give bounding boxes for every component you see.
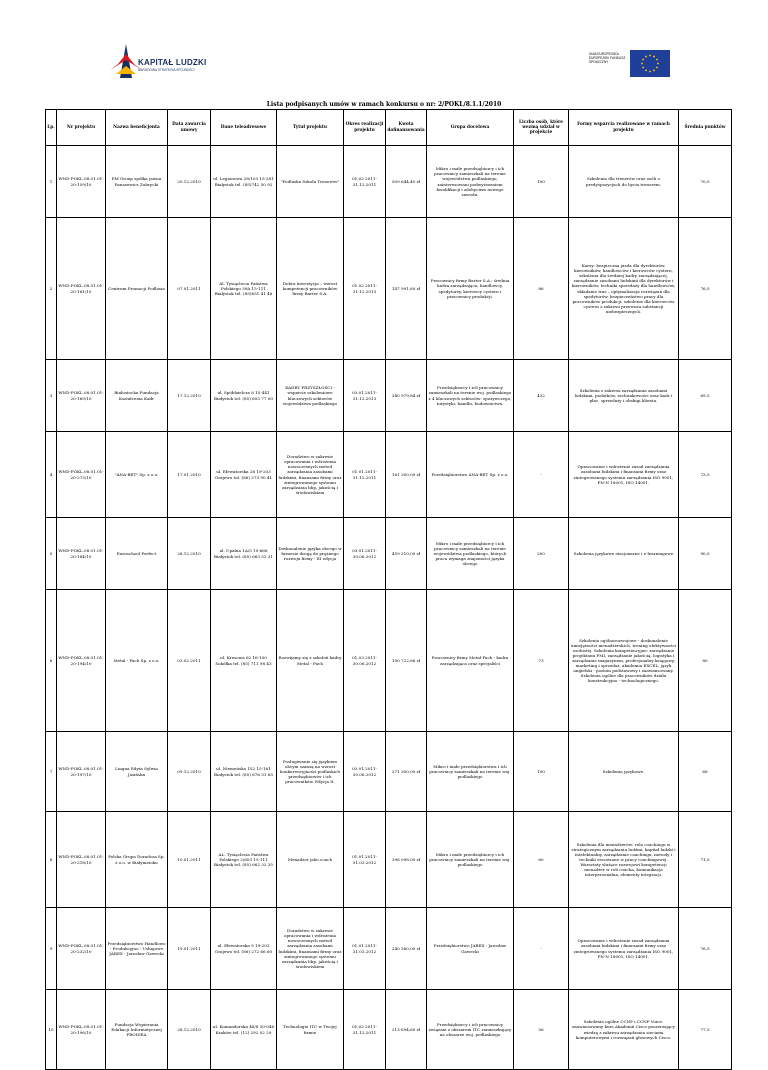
contact-details-cell: ul. Niemeńska 152 15-161 Białystok tel. (85) 676 31 65 bbox=[211, 732, 277, 812]
eu-star-icon bbox=[656, 67, 658, 69]
project-number-cell: WND-POKL.08.01.01-20-197/10 bbox=[57, 732, 106, 812]
funding-amount-cell: 396 098,00 zł bbox=[386, 812, 427, 908]
average-score-cell: 77,5 bbox=[679, 990, 732, 1070]
column-header: Liczba osób, które wezmą udział w projekcie bbox=[514, 110, 569, 146]
support-forms-cell: Szkolenia ogólne CCNP i CCNP Voice: zaawansowany kurs Akademii Cisco poszerzający wiedzę z zakresu zarządzania sieciami komputerowymi i rozwiązań głosowych Cisco. bbox=[569, 990, 679, 1070]
eu-star-icon bbox=[645, 56, 647, 58]
project-title-cell: Menadżer jako coach bbox=[277, 812, 344, 908]
eu-star-icon bbox=[641, 63, 643, 65]
target-group-cell: Przedsiębiorcy i ich pracownicy związani z obszarem ITC zamieszkujący na obszarze woj. podlaskiego bbox=[427, 990, 514, 1070]
contract-date-cell: 03.02.2011 bbox=[168, 590, 211, 732]
participant-count-cell: 200 bbox=[514, 518, 569, 590]
contract-date-cell: 10.01.2011 bbox=[168, 812, 211, 908]
column-header: Tytuł projektu bbox=[277, 110, 344, 146]
implementation-period-cell: 01.01.2011-31.03.2012 bbox=[344, 812, 386, 908]
implementation-period-cell: 01.03.2011-30.06.2012 bbox=[344, 590, 386, 732]
kapital-ludzki-subtitle: NARODOWA STRATEGIA SPÓJNOŚCI bbox=[138, 68, 195, 72]
eu-flag-icon bbox=[630, 50, 670, 77]
kapital-ludzki-title: KAPITAŁ LUDZKI bbox=[138, 58, 207, 67]
column-header: Nr projektu bbox=[57, 110, 106, 146]
implementation-period-cell: 01.02.2011-31.12.2011 bbox=[344, 990, 386, 1070]
page-header bbox=[0, 38, 768, 93]
participant-count-cell: 56 bbox=[514, 990, 569, 1070]
contact-details-cell: ul. Kresowa 62 16-100 Sokółka tel. (85) 711 98 43 bbox=[211, 590, 277, 732]
contact-details-cell: ul. Ełewatorska 26 19-203 Grajewo tel. (86) 273 90 41 bbox=[211, 432, 277, 518]
contracts-table bbox=[45, 109, 732, 1070]
funding-amount-cell: 190 722,66 zł bbox=[386, 590, 427, 732]
beneficiary-name-cell: Metal - Fach Sp. z o.o. bbox=[106, 590, 168, 732]
support-forms-cell: Szkolenia ogólnorozwojowe - doskonalenie umiejętności menadżerskich, trening efektywności osobistej. Szkolenia kompetencyjne: zarządzanie projektami PMI, zarządzanie jakością, logistyka i zarządzanie magazynem, profesjonalny księgowy, marketing i sprzedaż, akademia EXCEL, język angielski - poziom podstawowy i zaawansowany. Szkolenia ogólne dla pracowników działu konstrukcyjno - technologicznego. bbox=[569, 590, 679, 732]
beneficiary-name-cell: Przedsiębiorstwo Handlowo - Produkcyjno - Usługowe JAREX - Jarosław Gawecki bbox=[106, 908, 168, 990]
implementation-period-cell: 03.01.2011-30.06.2012 bbox=[344, 518, 386, 590]
row-number-cell: 2 bbox=[46, 218, 57, 360]
contract-date-cell: 17.12.2010 bbox=[168, 360, 211, 432]
target-group-cell: Mikro i małe przedsiębiorcy i ich pracownicy zamieszkali na terenie województwa podlaskiego, zainteresowani podwyższeniem kwalifikacji i zdobyciem nowego zawodu. bbox=[427, 146, 514, 218]
support-forms-cell: Opracowanie i wdrożenie zasad zarządzania zasobami ludzkimi i finansami firmy oraz zintegrowanego systemu zarządzania ISO 9001, PN-N 18001, ISO 14001. bbox=[569, 908, 679, 990]
funding-amount-cell: 161 300,00 zł bbox=[386, 432, 427, 518]
project-title-cell: Doradztwo w zakresie opracowania i wdrożenia nowoczesnych metod zarządzania zasobami ludzkimi, finansami firmy oraz zintegrowanego systemu zarządzania bhp, jakością i środowiskiem bbox=[277, 908, 344, 990]
support-forms-cell: Szkolenia językowe. bbox=[569, 732, 679, 812]
eu-star-icon bbox=[653, 70, 655, 72]
contact-details-cell: ul. Spółdzielcza 8 15-441 Białystok tel. (85) 653 77 00 bbox=[211, 360, 277, 432]
project-number-cell: WND-POKL.08.01.01-20-169/10 bbox=[57, 360, 106, 432]
project-title-cell: Doradztwo w zakresie opracowania i wdrożenia nowoczesnych metod zarządzania zasobami ludzkimi, finansami firmy oraz zintegrowanego systemu zarządzania bhp, jakością i środowiskiem bbox=[277, 432, 344, 518]
implementation-period-cell: 03.01.2011-31.12.2013 bbox=[344, 360, 386, 432]
support-forms-cell: Kursy: bezpieczna jazda dla dyrektorów, kierowników, handlowców i kierowców cystern, szkolenia dla średniej kadry zarządzającej, zarządzanie zasobami ludzkimi dla dyrektorów i kierowników, techniki sprzedaży dla handlowców, składanie tras – optymalizacja rozwiązań dla spedytorów, bezpieczeństwo pracy dla pracowników produkcji, szkolenie dla kierowców cystern z zakresu przewozu substancji niebezpiecznych. bbox=[569, 218, 679, 360]
row-number-cell: 8 bbox=[46, 812, 57, 908]
average-score-cell: 90,5 bbox=[679, 518, 732, 590]
eu-star-icon bbox=[642, 67, 644, 69]
project-number-cell: WND-POKL.08.01.01-20-232/10 bbox=[57, 908, 106, 990]
funding-amount-cell: 459 210,00 zł bbox=[386, 518, 427, 590]
funding-amount-cell: 340 979,84 zł bbox=[386, 360, 427, 432]
table-header-row bbox=[46, 110, 732, 146]
beneficiary-name-cell: Euroschool Perfect bbox=[106, 518, 168, 590]
table-row bbox=[46, 518, 732, 590]
funding-amount-cell: 213 694,60 zł bbox=[386, 990, 427, 1070]
row-number-cell: 4 bbox=[46, 432, 57, 518]
page-title: Lista podpisanych umów w ramach konkursu o nr: 2/POKL/8.1.1/2010 bbox=[266, 101, 502, 108]
participant-count-cell: 60 bbox=[514, 812, 569, 908]
table-row bbox=[46, 732, 732, 812]
column-header: Lp. bbox=[46, 110, 57, 146]
eu-star-icon bbox=[649, 55, 651, 57]
eu-star-icon bbox=[653, 56, 655, 58]
support-forms-cell: Szkolenia dla trenerów oraz osób o predyspozycjach do bycia trenerem. bbox=[569, 146, 679, 218]
table-body bbox=[46, 146, 732, 1070]
participant-count-cell: - bbox=[514, 432, 569, 518]
project-title-cell: Technologie ITC w Twojej firmie bbox=[277, 990, 344, 1070]
column-header: Formy wsparcia realizowane w ramach projektu bbox=[569, 110, 679, 146]
average-score-cell: 73,5 bbox=[679, 432, 732, 518]
target-group-cell: Mikro i małe przedsiębiorcy i ich pracownicy zamieszkali na terenie województwa podlaskiego, których praca wymaga znajomości języka obcego bbox=[427, 518, 514, 590]
project-number-cell: WND-POKL.08.01.01-20-159/10 bbox=[57, 146, 106, 218]
average-score-cell: 76,5 bbox=[679, 908, 732, 990]
row-number-cell: 10 bbox=[46, 990, 57, 1070]
funding-amount-cell: 271 300,00 zł bbox=[386, 732, 427, 812]
eu-star-icon bbox=[657, 63, 659, 65]
implementation-period-cell: 03.01.2011-30.06.2012 bbox=[344, 732, 386, 812]
eu-star-icon bbox=[656, 59, 658, 61]
average-score-cell: 68 bbox=[679, 732, 732, 812]
support-forms-cell: Szkolenia z zakresu zarządzania zasobami ludzkimi, podatków, rachunkowości oraz kadr i płac, sprzedaży i obsługi klienta. bbox=[569, 360, 679, 432]
column-header: Data zawarcia umowy bbox=[168, 110, 211, 146]
funding-amount-cell: 240 560,00 zł bbox=[386, 908, 427, 990]
participant-count-cell: - bbox=[514, 908, 569, 990]
contact-details-cell: ul. Ełewatorska 9 19-203 Grajewo tel. (86) 272 66 60 bbox=[211, 908, 277, 990]
contact-details-cell: AL. Tysiąclecia Państwa Polskiego 2/603 15-111 Białystok tel. (85) 662 32 35 bbox=[211, 812, 277, 908]
column-header: Okres realizacji projektu bbox=[344, 110, 386, 146]
participant-count-cell: 432 bbox=[514, 360, 569, 432]
target-group-cell: Pracownicy firmy Barter S.A.: średnia kadra zarządzająca, handlowcy, spedytorzy, kierowcy cystern i pracownicy produkcji. bbox=[427, 218, 514, 360]
eu-caption: UNIA EUROPEJSKA EUROPEJSKI FUNDUSZ SPOŁECZNY bbox=[589, 52, 626, 64]
row-number-cell: 9 bbox=[46, 908, 57, 990]
row-number-cell: 5 bbox=[46, 518, 57, 590]
project-number-cell: WND-POKL.08.01.01-20-194/10 bbox=[57, 590, 106, 732]
target-group-cell: Przedsiębiorstwo ANA-BET Sp. z o.o. bbox=[427, 432, 514, 518]
contract-date-cell: 20.12.2010 bbox=[168, 146, 211, 218]
target-group-cell: Przedsiębiorcy i ich pracownicy zamieszkali na terenie woj. podlaskiego z 4 kluczowych sektorów: spożywczego, turystyki, handlu, budownictwa. bbox=[427, 360, 514, 432]
contact-details-cell: ul. Komandorska 48/8 30-046 Kraków tel. (12) 292 02 29 bbox=[211, 990, 277, 1070]
implementation-period-cell: 01.01.2011-31.03.2012 bbox=[344, 908, 386, 990]
table-row bbox=[46, 218, 732, 360]
contact-details-cell: Al. Tysiąclecia Państwa Polskiego 39A 15-111 Białystok tel. (85)651 41 46 bbox=[211, 218, 277, 360]
average-score-cell: 70,5 bbox=[679, 146, 732, 218]
table-row bbox=[46, 990, 732, 1070]
row-number-cell: 6 bbox=[46, 590, 57, 732]
support-forms-cell: Szkolenia językowe stacjonarne i e-learningowe bbox=[569, 518, 679, 590]
target-group-cell: Pracownicy firmy Metal-Fach - kadra zarządzająca oraz specjaliści bbox=[427, 590, 514, 732]
project-number-cell: WND-POKL.08.01.01-20-196/10 bbox=[57, 990, 106, 1070]
project-number-cell: WND-POKL.08.01.01-20-184/10 bbox=[57, 518, 106, 590]
project-title-cell: KADRY PRZYSZŁOŚCI - wsparcie szkoleniowe kluczowych sektorów województwa podlaskiego bbox=[277, 360, 344, 432]
project-number-cell: WND-POKL.08.01.01-20-161/10 bbox=[57, 218, 106, 360]
beneficiary-name-cell: "ANA-BET" Sp. z o.o. bbox=[106, 432, 168, 518]
implementation-period-cell: 01.01.2011-31.12.2011 bbox=[344, 432, 386, 518]
column-header: Średnia punktów bbox=[679, 110, 732, 146]
eu-star-icon bbox=[649, 71, 651, 73]
target-group-cell: Mikro i małe przedsiębiorstwa i ich pracownicy zamieszkali na terenie woj. podlaskiego bbox=[427, 732, 514, 812]
beneficiary-name-cell: Polska Grupa Doradcza Sp. z o.o. w Białymstoku bbox=[106, 812, 168, 908]
participant-count-cell: 100 bbox=[514, 732, 569, 812]
column-header: Nazwa beneficjenta bbox=[106, 110, 168, 146]
contract-date-cell: 28.12.2010 bbox=[168, 518, 211, 590]
row-number-cell: 3 bbox=[46, 360, 57, 432]
row-number-cell: 7 bbox=[46, 732, 57, 812]
funding-amount-cell: 147 991,60 zł bbox=[386, 218, 427, 360]
contract-date-cell: 09.12.2010 bbox=[168, 732, 211, 812]
contact-details-cell: ul. Legionowa 28/103 15-281 Białystok tel. (85)742 50 92 bbox=[211, 146, 277, 218]
average-score-cell: 76,5 bbox=[679, 218, 732, 360]
implementation-period-cell: 01.02.2011-31.12.2011 bbox=[344, 146, 386, 218]
contact-details-cell: ul. Upalna 1A/5 15-668 Białystok tel. (85) 663 53 31 bbox=[211, 518, 277, 590]
average-score-cell: 71,5 bbox=[679, 812, 732, 908]
beneficiary-name-cell: Centrum Promocji Podlasia bbox=[106, 218, 168, 360]
contract-date-cell: 17.01.2010 bbox=[168, 432, 211, 518]
table-row bbox=[46, 908, 732, 990]
table-row bbox=[46, 360, 732, 432]
row-number-cell: 1 bbox=[46, 146, 57, 218]
beneficiary-name-cell: Białostocka Fundacja Kształcenia Kadr bbox=[106, 360, 168, 432]
project-title-cell: Dobra inwestycja – wzrost kompetencji pracowników firmy Barter S.A. bbox=[277, 218, 344, 360]
support-forms-cell: Opracowanie i wdrożenie zasad zarządzania zasobami ludzkimi i finansami firmy oraz zintegrowanego systemu zarządzania ISO 9001, PN-N 18001, ISO 14001. bbox=[569, 432, 679, 518]
contract-date-cell: 07.01.2011 bbox=[168, 218, 211, 360]
project-number-cell: WND-POKL.08.01.01-20-218/10 bbox=[57, 812, 106, 908]
column-header: Grupa docelowa bbox=[427, 110, 514, 146]
project-title-cell: Posługiwanie się językiem obcym szansą na wzrost konkurencyjności podlaskich przedsiębiorstw i ich pracowników. Edycja II. bbox=[277, 732, 344, 812]
participant-count-cell: 73 bbox=[514, 590, 569, 732]
beneficiary-name-cell: Fundacja Wspierania Edukacji Informatycznej PROIDEA bbox=[106, 990, 168, 1070]
funding-amount-cell: 509 644,40 zł bbox=[386, 146, 427, 218]
support-forms-cell: Szkolenia dla menadżerów: rola coachingu w strategicznym zarządzaniu ludźmi, kapitał ludzki i intelektualny, zarządzanie coachingu, metody i techniki stosowane w pracy coachingowej. Warsztaty służące rozwojowi kompetencji menadżer w roli coacha, komunikacja interpersonalna, elementy integracji. bbox=[569, 812, 679, 908]
average-score-cell: 69,5 bbox=[679, 360, 732, 432]
contract-date-cell: 28.12.2010 bbox=[168, 990, 211, 1070]
column-header: Dane teleadresowe bbox=[211, 110, 277, 146]
project-number-cell: WND-POKL.08.01.01-20-273/10 bbox=[57, 432, 106, 518]
table-row bbox=[46, 812, 732, 908]
table-row bbox=[46, 146, 732, 218]
eu-flag-logo bbox=[560, 38, 680, 83]
beneficiary-name-cell: Lingua Edyta Sylwia Jasińska bbox=[106, 732, 168, 812]
project-title-cell: "Podlaska Szkoła Trenerów" bbox=[277, 146, 344, 218]
contract-date-cell: 19.01.2011 bbox=[168, 908, 211, 990]
participant-count-cell: 86 bbox=[514, 218, 569, 360]
participant-count-cell: 100 bbox=[514, 146, 569, 218]
project-title-cell: Rozwijamy się z szkoleń kadry Metal - Fach bbox=[277, 590, 344, 732]
project-title-cell: Doskonalenie języka obcego w biznesie drogą do prężnego rozwoju firmy - III edycja bbox=[277, 518, 344, 590]
eu-star-icon bbox=[642, 59, 644, 61]
target-group-cell: Mikro i małe przedsiębiorcy i ich pracownicy zamieszkali na terenie woj. podlaskiego bbox=[427, 812, 514, 908]
beneficiary-name-cell: PM Group spółka jawna Panasewicz Zubrycki bbox=[106, 146, 168, 218]
eu-star-icon bbox=[645, 70, 647, 72]
table-row bbox=[46, 432, 732, 518]
average-score-cell: 80 bbox=[679, 590, 732, 732]
column-header: Kwota dofinansowania bbox=[386, 110, 427, 146]
table-row bbox=[46, 590, 732, 732]
target-group-cell: Przedsiębiorstwo JAREX - Jarosław Gawecki bbox=[427, 908, 514, 990]
implementation-period-cell: 01.02.2011-31.12.2013 bbox=[344, 218, 386, 360]
